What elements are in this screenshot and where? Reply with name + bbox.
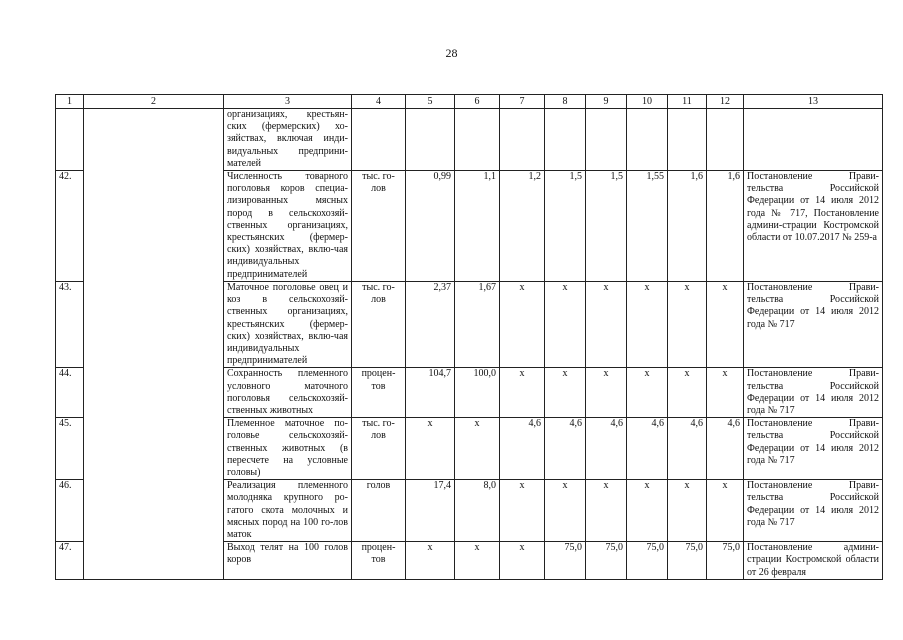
row-number-cell: 43. bbox=[56, 282, 84, 368]
value-cell: x bbox=[586, 282, 627, 368]
header-cell: 3 bbox=[224, 95, 352, 109]
row-number-cell: 42. bbox=[56, 171, 84, 282]
value-cell bbox=[586, 109, 627, 171]
value-cell: x bbox=[500, 480, 545, 542]
header-cell: 11 bbox=[668, 95, 707, 109]
value-cell: x bbox=[707, 480, 744, 542]
row-number-cell: 44. bbox=[56, 368, 84, 418]
header-cell: 8 bbox=[545, 95, 586, 109]
value-cell bbox=[545, 109, 586, 171]
header-cell: 2 bbox=[84, 95, 224, 109]
value-cell: x bbox=[627, 282, 668, 368]
value-cell: 1,1 bbox=[455, 171, 500, 282]
value-cell: x bbox=[545, 368, 586, 418]
row-number-cell bbox=[56, 109, 84, 171]
value-cell: 4,6 bbox=[500, 418, 545, 480]
table-header-row bbox=[56, 95, 883, 109]
value-cell bbox=[707, 109, 744, 171]
unit-cell: тыс. го-лов bbox=[352, 171, 406, 282]
value-cell: 4,6 bbox=[707, 418, 744, 480]
value-cell: x bbox=[500, 542, 545, 580]
value-cell: x bbox=[586, 368, 627, 418]
value-cell: 4,6 bbox=[545, 418, 586, 480]
unit-cell bbox=[352, 109, 406, 171]
legal-basis-cell bbox=[744, 109, 883, 171]
value-cell: 2,37 bbox=[406, 282, 455, 368]
value-cell bbox=[455, 109, 500, 171]
value-cell: x bbox=[668, 368, 707, 418]
header-cell: 4 bbox=[352, 95, 406, 109]
unit-cell: тыс. го-лов bbox=[352, 282, 406, 368]
value-cell: x bbox=[627, 368, 668, 418]
value-cell: 4,6 bbox=[586, 418, 627, 480]
value-cell: x bbox=[707, 282, 744, 368]
value-cell: x bbox=[455, 542, 500, 580]
indicator-name-cell: Выход телят на 100 голов коров bbox=[224, 542, 352, 580]
table-row bbox=[56, 109, 883, 171]
header-cell: 1 bbox=[56, 95, 84, 109]
indicators-table bbox=[55, 94, 883, 580]
value-cell: x bbox=[707, 368, 744, 418]
unit-cell: голов bbox=[352, 480, 406, 542]
value-cell: x bbox=[500, 368, 545, 418]
value-cell: x bbox=[500, 282, 545, 368]
row-number-cell: 47. bbox=[56, 542, 84, 580]
unit-cell: процен-тов bbox=[352, 368, 406, 418]
header-cell: 9 bbox=[586, 95, 627, 109]
value-cell bbox=[406, 109, 455, 171]
value-cell: x bbox=[455, 418, 500, 480]
value-cell: 1,55 bbox=[627, 171, 668, 282]
row-number-cell: 46. bbox=[56, 480, 84, 542]
value-cell: 75,0 bbox=[668, 542, 707, 580]
value-cell: 75,0 bbox=[586, 542, 627, 580]
indicator-name-cell: Численность товарного поголовья коров специа-лизированных мясных пород в сельскохозяй-ственных организациях, крестьянских (фермер-ских) хозяйствах, вклю-чая индивидуальных предпринимателей bbox=[224, 171, 352, 282]
value-cell bbox=[627, 109, 668, 171]
value-cell: 1,5 bbox=[586, 171, 627, 282]
legal-basis-cell: Постановление Прави-тельства Российской Федерации от 14 июля 2012 года № 717 bbox=[744, 282, 883, 368]
page-number: 28 bbox=[445, 46, 458, 60]
value-cell: x bbox=[627, 480, 668, 542]
legal-basis-cell: Постановление Прави-тельства Российской Федерации от 14 июля 2012 года № 717 bbox=[744, 368, 883, 418]
value-cell: x bbox=[406, 418, 455, 480]
value-cell: 0,99 bbox=[406, 171, 455, 282]
value-cell: x bbox=[668, 282, 707, 368]
legal-basis-cell: Постановление админи-страции Костромской области от 26 февраля bbox=[744, 542, 883, 580]
value-cell: 100,0 bbox=[455, 368, 500, 418]
value-cell: 75,0 bbox=[627, 542, 668, 580]
value-cell: 1,67 bbox=[455, 282, 500, 368]
value-cell bbox=[668, 109, 707, 171]
header-cell: 12 bbox=[707, 95, 744, 109]
indicator-name-cell: Сохранность племенного условного маточного поголовья сельскохозяй-ственных животных bbox=[224, 368, 352, 418]
value-cell: x bbox=[586, 480, 627, 542]
value-cell: x bbox=[545, 480, 586, 542]
value-cell: 1,2 bbox=[500, 171, 545, 282]
value-cell: 8,0 bbox=[455, 480, 500, 542]
value-cell bbox=[500, 109, 545, 171]
value-cell: 75,0 bbox=[545, 542, 586, 580]
indicator-name-cell: Реализация племенного молодняка крупного ро-гатого скота молочных и мясных пород на 100 го-лов маток bbox=[224, 480, 352, 542]
legal-basis-cell: Постановление Прави-тельства Российской Федерации от 14 июля 2012 года № 717 bbox=[744, 480, 883, 542]
value-cell: 1,6 bbox=[707, 171, 744, 282]
header-cell: 6 bbox=[455, 95, 500, 109]
value-cell: x bbox=[668, 480, 707, 542]
legal-basis-cell: Постановление Прави-тельства Российской Федерации от 14 июля 2012 года № 717, Постановление админи-страции Костромской области от 10.07.2017 № 259-а bbox=[744, 171, 883, 282]
value-cell: 17,4 bbox=[406, 480, 455, 542]
column-2-cell bbox=[84, 109, 224, 580]
value-cell: 1,6 bbox=[668, 171, 707, 282]
indicator-name-cell: организациях, крестьян-ских (фермерских) хо-зяйствах, включая инди-видуальных предприни-мателей bbox=[224, 109, 352, 171]
legal-basis-cell: Постановление Прави-тельства Российской Федерации от 14 июля 2012 года № 717 bbox=[744, 418, 883, 480]
unit-cell: процен-тов bbox=[352, 542, 406, 580]
value-cell: 75,0 bbox=[707, 542, 744, 580]
indicator-name-cell: Племенное маточное по-головье сельскохозяй-ственных животных (в пересчете на условные головы) bbox=[224, 418, 352, 480]
header-cell: 10 bbox=[627, 95, 668, 109]
header-cell: 5 bbox=[406, 95, 455, 109]
row-number-cell: 45. bbox=[56, 418, 84, 480]
unit-cell: тыс. го-лов bbox=[352, 418, 406, 480]
value-cell: 104,7 bbox=[406, 368, 455, 418]
header-cell: 13 bbox=[744, 95, 883, 109]
value-cell: 4,6 bbox=[627, 418, 668, 480]
value-cell: x bbox=[545, 282, 586, 368]
header-cell: 7 bbox=[500, 95, 545, 109]
indicator-name-cell: Маточное поголовье овец и коз в сельскохозяй-ственных организациях, крестьянских (фермер-ских) хозяйствах, вклю-чая индивидуальных предпринимателей bbox=[224, 282, 352, 368]
value-cell: x bbox=[406, 542, 455, 580]
value-cell: 4,6 bbox=[668, 418, 707, 480]
value-cell: 1,5 bbox=[545, 171, 586, 282]
